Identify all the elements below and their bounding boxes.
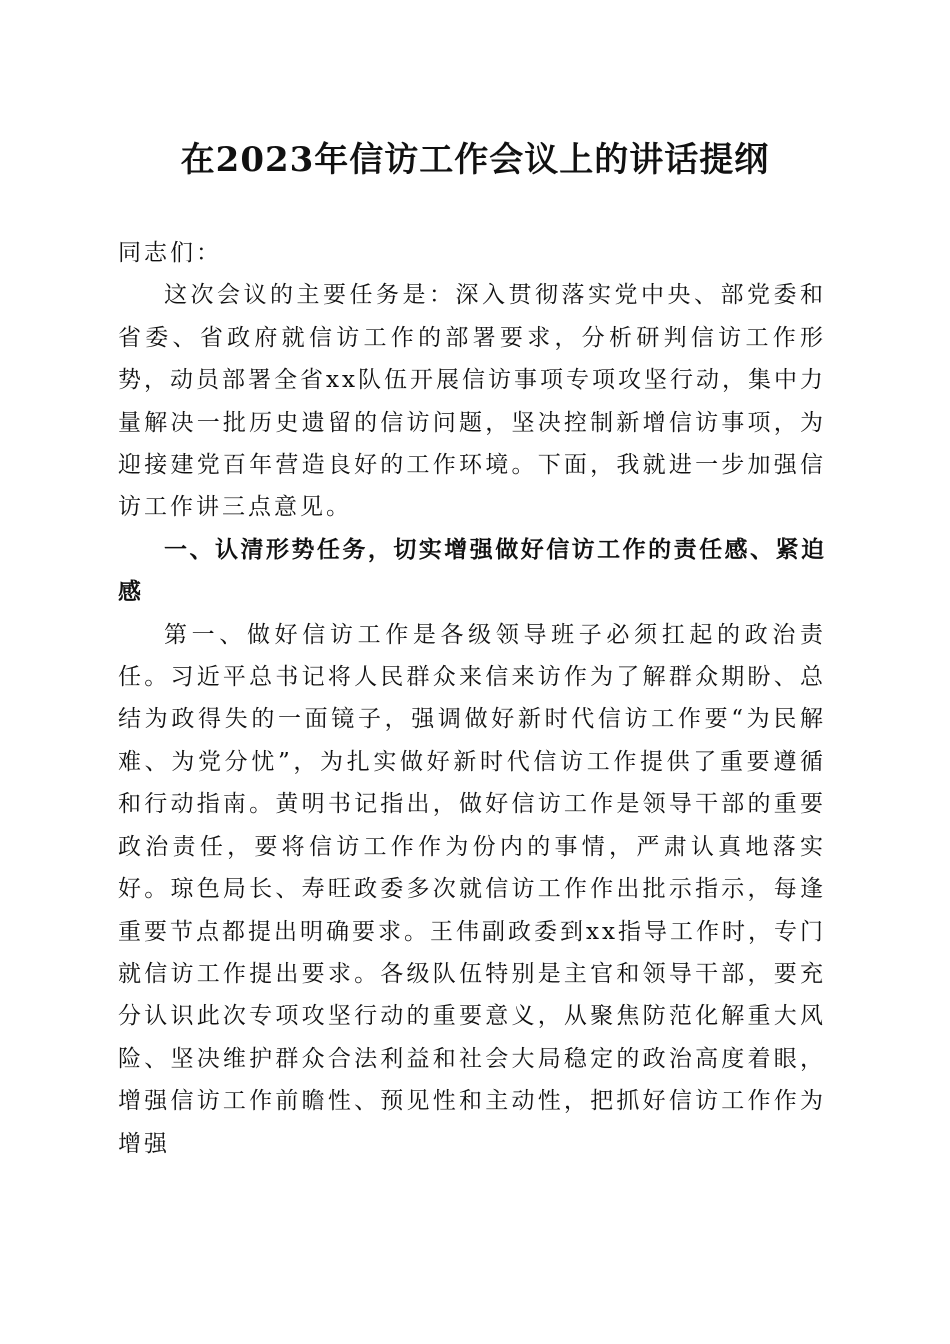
section1-paragraph-1: 第一、做好信访工作是各级领导班子必须扛起的政治责任。习近平总书记将人民群众来信来访作为了解群众期盼、总结为政得失的一面镜子，强调做好新时代信访工作要“为民解难、为党分忧”，为扎实做好新时代信访工作提供了重要遵循和行动指南。黄明书记指出，做好信访工作是领导干部的重要政治责任，要将信访工作作为份内的事情，严肃认真地落实好。琼色局长、寿旺政委多次就信访工作作出批示指示，每逢重要节点都提出明确要求。王伟副政委到xx指导工作时，专门就信访工作提出要求。各级队伍特别是主官和领导干部，要充分认识此次专项攻坚行动的重要意义，从聚焦防范化解重大风险、坚决维护群众合法利益和社会大局稳定的政治高度着眼，增强信访工作前瞻性、预见性和主动性，把抓好信访工作作为增强 xyxy=(118,621,826,1157)
intro-paragraph: 这次会议的主要任务是：深入贯彻落实党中央、部党委和省委、省政府就信访工作的部署要求，分析研判信访工作形势，动员部署全省xx队伍开展信访事项专项攻坚行动，集中力量解决一批历史遗留的信访问题，坚决控制新增信访事项，为迎接建党百年营造良好的工作环境。下面，我就进一步加强信访工作讲三点意见。 xyxy=(118,282,826,521)
document-body xyxy=(118,232,826,1165)
document-title: 在2023年信访工作会议上的讲话提纲 xyxy=(180,140,770,180)
section-heading-1: 一、认清形势任务，切实增强做好信访工作的责任感、紧迫感 xyxy=(118,536,826,606)
salutation: 同志们： xyxy=(118,240,222,266)
